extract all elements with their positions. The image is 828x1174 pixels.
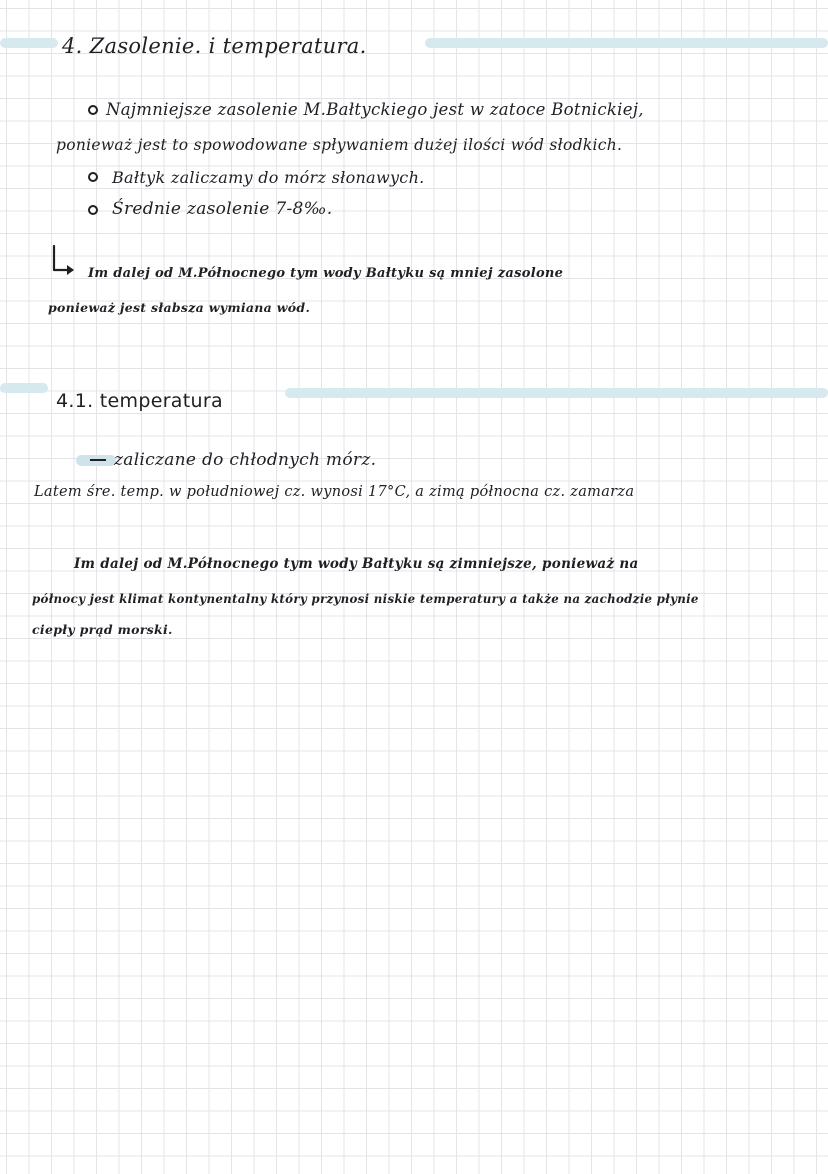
section-4-1-heading: 4.1. temperatura bbox=[56, 390, 223, 412]
heading-highlight-left bbox=[0, 38, 58, 48]
heading-highlight-right bbox=[425, 38, 828, 48]
bullet-2: Bałtyk zaliczamy do mórz słonawych. bbox=[112, 168, 425, 187]
bullet-circle-icon bbox=[88, 105, 98, 115]
paragraph-line-1: Im dalej od M.Północnego tym wody Bałtyku są zimniejsze, ponieważ na bbox=[74, 556, 639, 572]
arrow-return-icon bbox=[50, 244, 80, 278]
dash-item: zaliczane do chłodnych mórz. bbox=[114, 450, 377, 470]
dash-icon bbox=[76, 455, 116, 466]
note-line-2: ponieważ jest słabsza wymiana wód. bbox=[48, 300, 311, 315]
paragraph-line-3: ciepły prąd morski. bbox=[32, 622, 173, 637]
note-line-1: Im dalej od M.Północnego tym wody Bałtyku są mniej zasolone bbox=[88, 266, 564, 281]
subheading-highlight-left bbox=[0, 383, 48, 393]
paragraph-line-2: północy jest klimat kontynentalny który przynosi niskie temperatury a także na zachodzie płynie bbox=[32, 592, 699, 606]
bullet-1-line-2: ponieważ jest to spowodowane spływaniem dużej ilości wód słodkich. bbox=[56, 136, 623, 154]
bullet-circle-icon bbox=[88, 205, 98, 215]
section-4-heading: 4. Zasolenie. i temperatura. bbox=[62, 34, 367, 58]
bullet-1-line-1: Najmniejsze zasolenie M.Bałtyckiego jest w zatoce Botnickiej, bbox=[106, 100, 644, 119]
summer-winter-line: Latem śre. temp. w południowej cz. wynosi 17°C, a zimą północna cz. zamarza bbox=[34, 484, 635, 500]
bullet-3: Średnie zasolenie 7-8‰. bbox=[112, 199, 333, 219]
bullet-circle-icon bbox=[88, 172, 98, 182]
subheading-highlight-right bbox=[285, 388, 828, 398]
